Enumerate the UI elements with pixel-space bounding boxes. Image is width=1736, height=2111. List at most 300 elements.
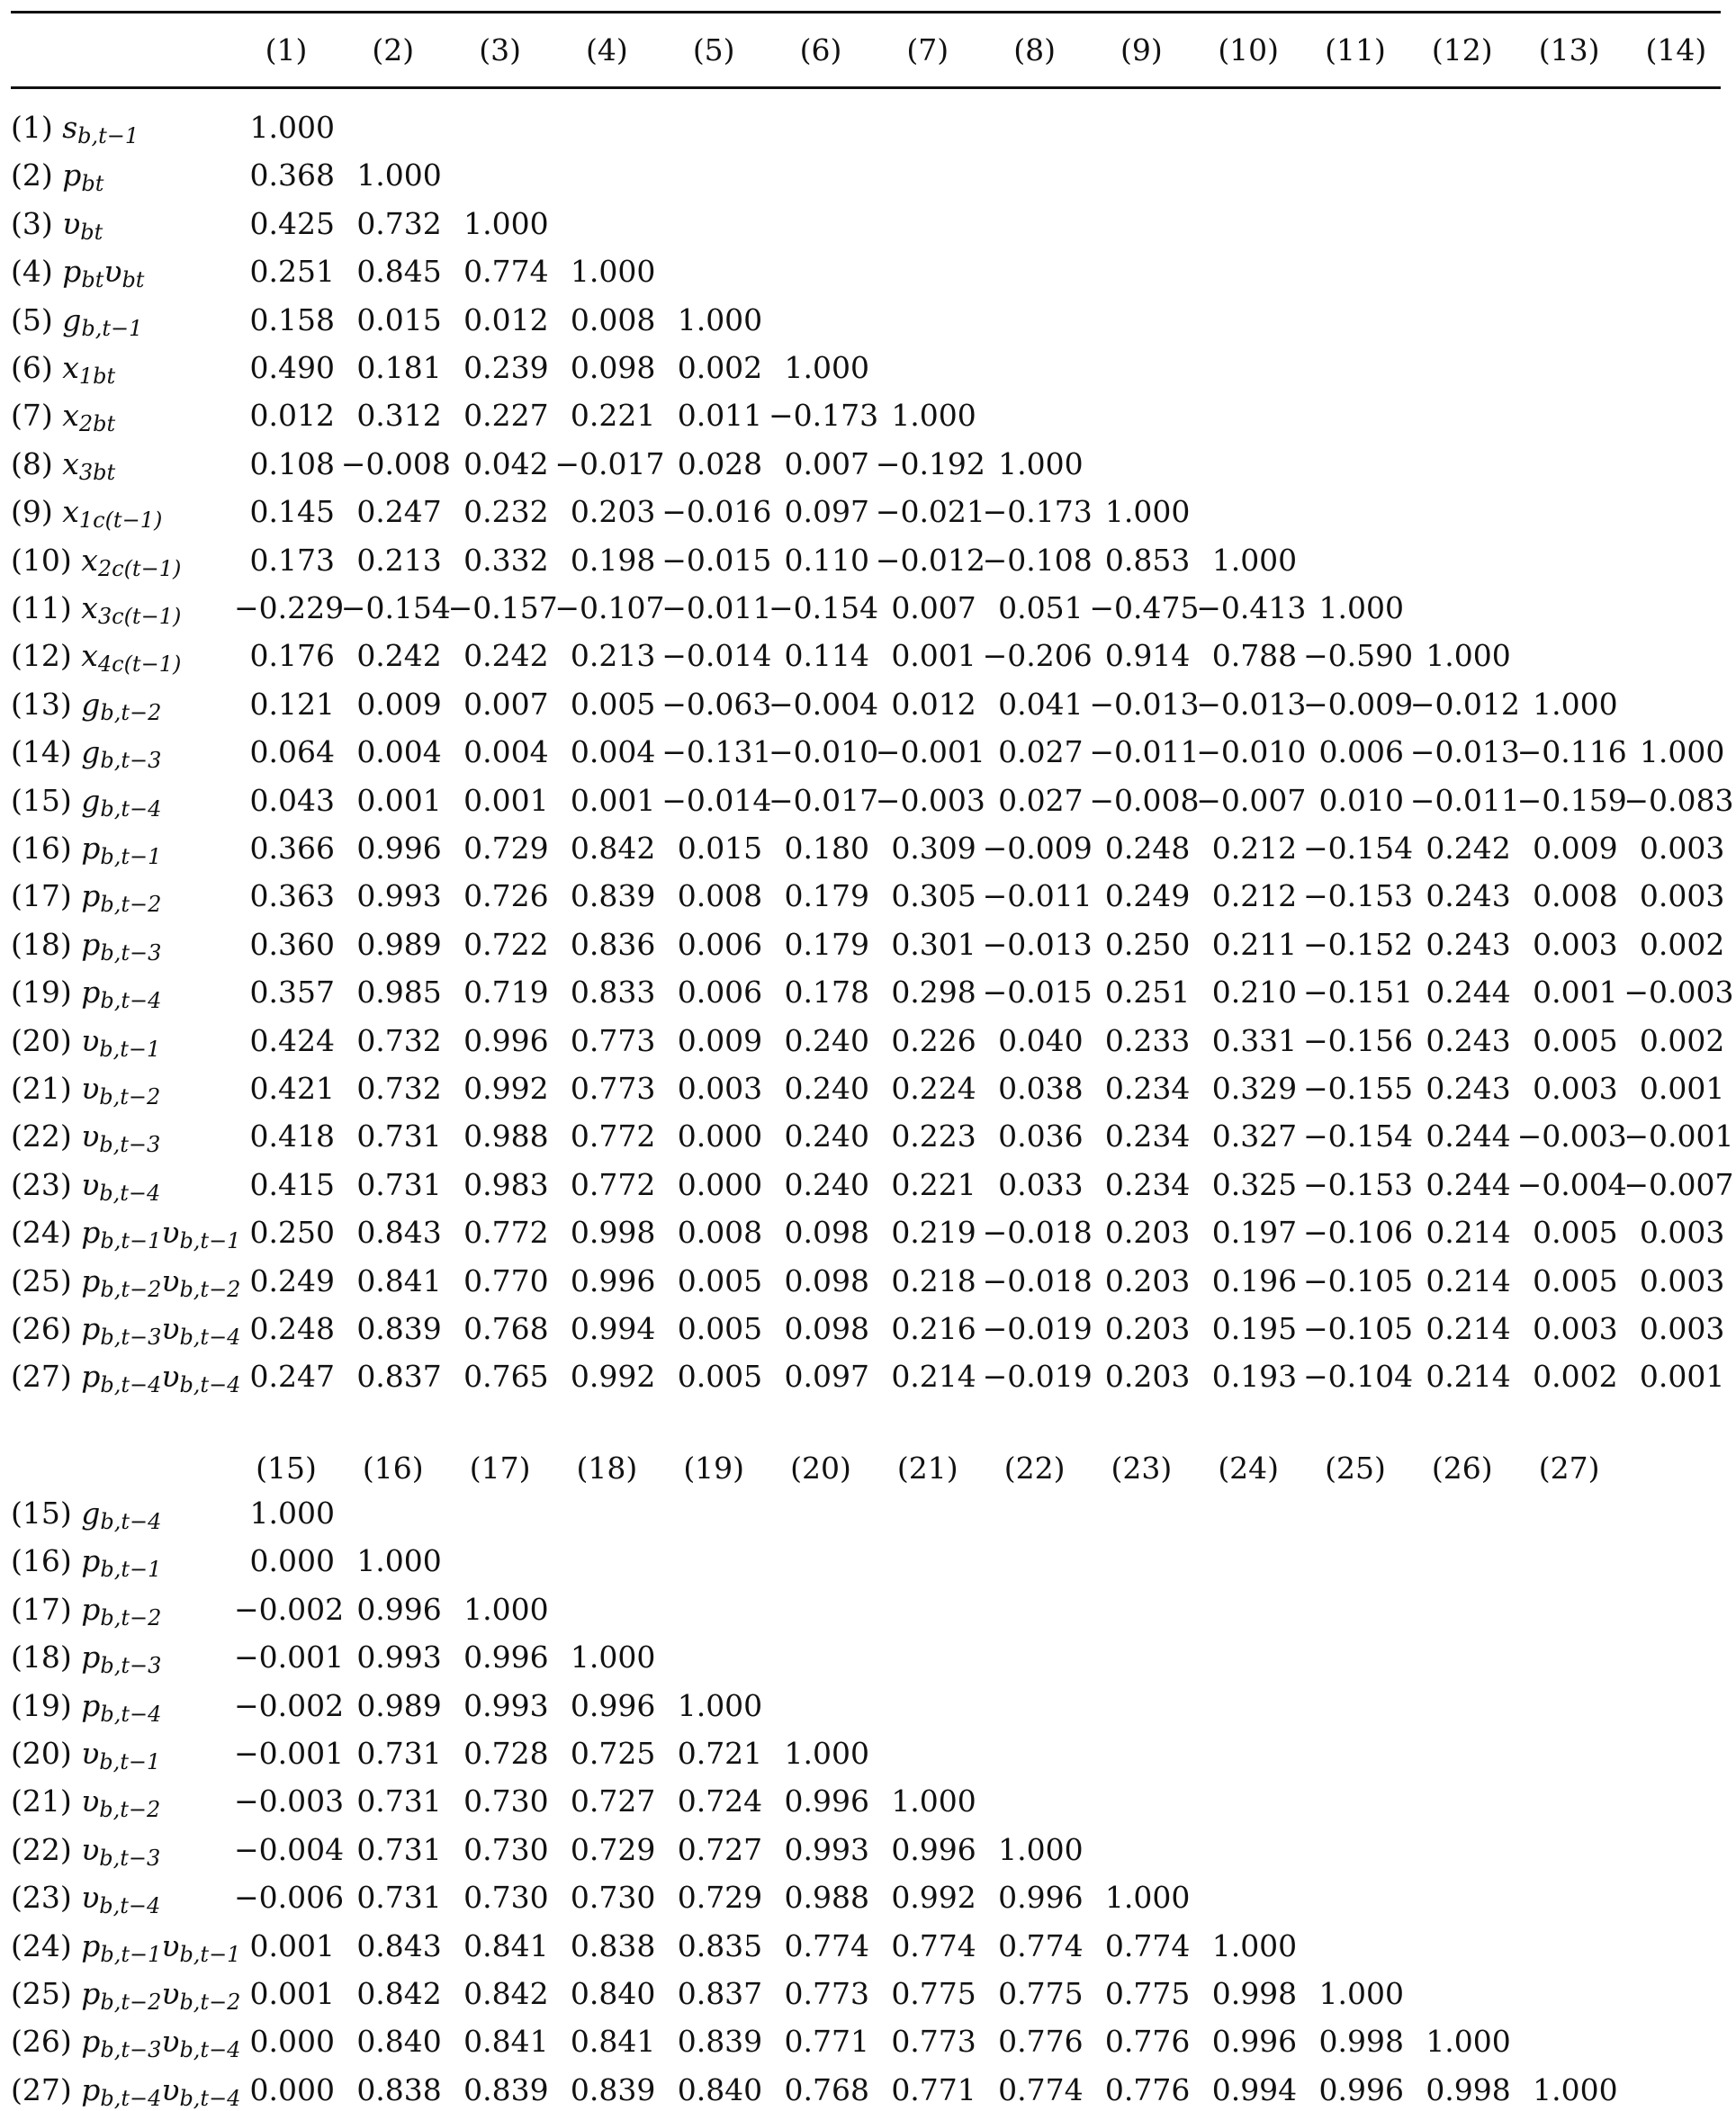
table1-cell: 0.993 — [356, 878, 442, 914]
table1-cell: −0.104 — [1303, 1359, 1414, 1395]
table1-cell: 0.719 — [463, 975, 549, 1011]
table2-cell: 0.773 — [784, 1976, 869, 2011]
table1-cell: 0.011 — [677, 398, 763, 434]
table1-cell: 0.008 — [1533, 878, 1618, 914]
table1-cell: 0.765 — [463, 1359, 549, 1395]
table1-cell: −0.154 — [340, 590, 451, 625]
table1-row-label: (15) $g_{b,t-4}$ — [11, 782, 162, 822]
table1-cell: 0.243 — [1426, 1071, 1511, 1106]
table1-row-label: (7) $x_{2bt}$ — [11, 398, 116, 437]
table1-col-header: (13) — [1538, 32, 1600, 67]
table1-cell: 0.240 — [784, 1022, 869, 1058]
table1-cell: 0.002 — [1533, 1359, 1618, 1395]
table1-cell: 0.098 — [784, 1262, 869, 1298]
table1-cell: −0.017 — [769, 782, 879, 818]
table1-cell: 0.015 — [356, 301, 442, 337]
table2-cell: 0.998 — [1318, 2024, 1404, 2060]
table1-row-label: (12) $x_{4c(t-1)}$ — [11, 638, 182, 678]
table1-cell: 0.003 — [1639, 1262, 1725, 1298]
table1-cell: 0.726 — [463, 878, 549, 914]
table2-row-label: (17) $p_{b,t-2}$ — [11, 1591, 162, 1630]
table1-cell: 0.193 — [1211, 1359, 1298, 1395]
table1-cell: 0.214 — [1426, 1311, 1511, 1346]
table1-cell: 0.015 — [677, 831, 763, 866]
table1-cell: 0.097 — [784, 494, 869, 530]
table1-cell: −0.004 — [1516, 1166, 1627, 1202]
table1-row-label: (1) $s_{b,t-1}$ — [11, 110, 139, 148]
table1-cell: 0.332 — [463, 542, 549, 578]
table2-cell: 0.774 — [784, 1927, 869, 1963]
table1-cell: 0.247 — [356, 494, 442, 530]
table2-cell: −0.006 — [234, 1880, 345, 1916]
table2-cell: 0.996 — [463, 1639, 549, 1675]
table1-cell: −0.007 — [1624, 1166, 1734, 1202]
table1-cell: 1.000 — [356, 157, 442, 193]
table1-cell: 0.196 — [1211, 1262, 1298, 1298]
table1-cell: 0.108 — [249, 445, 335, 481]
table1-cell: 0.181 — [356, 350, 442, 385]
table1-cell: 0.001 — [570, 782, 656, 818]
table2-cell: 0.731 — [356, 1831, 442, 1867]
table2-cell: 0.731 — [356, 1736, 442, 1771]
table2-col-header: (26) — [1431, 1451, 1493, 1486]
table2-cell: 0.776 — [1104, 2024, 1191, 2060]
table2-cell: 0.727 — [570, 1783, 656, 1819]
table1-cell: 0.001 — [463, 782, 549, 818]
table1-col-header: (2) — [372, 32, 415, 67]
table2-cell: 0.774 — [1104, 1927, 1191, 1963]
table1-cell: 0.243 — [1426, 878, 1511, 914]
table1-cell: −0.001 — [875, 734, 985, 770]
table2-col-header: (25) — [1325, 1451, 1386, 1486]
table1-cell: 0.005 — [677, 1311, 763, 1346]
table1-cell: 0.006 — [677, 975, 763, 1011]
table1-cell: 0.839 — [570, 878, 656, 914]
table1-row-label: (11) $x_{3c(t-1)}$ — [11, 590, 182, 629]
table2-cell: 0.001 — [249, 1976, 335, 2011]
table1-cell: 0.839 — [356, 1311, 442, 1346]
table1-cell: −0.083 — [1624, 782, 1734, 818]
table2-cell: 0.842 — [463, 1976, 549, 2011]
table1-row-label: (2) $p_{bt}$ — [11, 157, 104, 197]
table1-cell: 0.114 — [784, 638, 869, 674]
table2-cell: 0.725 — [570, 1736, 656, 1771]
table2-cell: 0.993 — [463, 1687, 549, 1723]
table1-col-header: (1) — [265, 32, 308, 67]
table2-cell: 1.000 — [1318, 1976, 1404, 2011]
table1-cell: 0.490 — [249, 350, 335, 385]
table2-cell: 0.996 — [570, 1687, 656, 1723]
table1-cell: 0.773 — [570, 1022, 656, 1058]
table1-cell: −0.019 — [982, 1311, 1093, 1346]
table1-cell: 0.418 — [249, 1118, 335, 1154]
table1-cell: −0.475 — [1089, 590, 1200, 625]
table1-cell: 1.000 — [1426, 638, 1511, 674]
table1-cell: 0.249 — [1104, 878, 1191, 914]
table1-cell: 0.983 — [463, 1166, 549, 1202]
table2-col-header: (27) — [1538, 1451, 1600, 1486]
table1-cell: −0.017 — [554, 445, 665, 481]
table2-cell: 0.835 — [677, 1927, 763, 1963]
table1-col-header: (14) — [1645, 32, 1707, 67]
table1-cell: 0.203 — [1104, 1359, 1191, 1395]
table2-cell: 1.000 — [249, 1496, 335, 1531]
table1-cell: 0.996 — [463, 1022, 549, 1058]
table1-cell: 0.360 — [249, 926, 335, 962]
table1-cell: 0.243 — [1426, 926, 1511, 962]
table2-cell: 0.840 — [677, 2071, 763, 2107]
table2-cell: 0.730 — [463, 1831, 549, 1867]
table1-cell: 0.003 — [677, 1071, 763, 1106]
table1-cell: 0.000 — [677, 1118, 763, 1154]
table2-col-header: (15) — [256, 1451, 317, 1486]
table2-cell: 1.000 — [784, 1736, 869, 1771]
table1-cell: −0.013 — [1089, 686, 1200, 722]
table2-cell: 1.000 — [1104, 1880, 1191, 1916]
table2-cell: 0.839 — [677, 2024, 763, 2060]
table1-cell: 0.000 — [677, 1166, 763, 1202]
table1-cell: 0.098 — [784, 1311, 869, 1346]
table2-cell: 0.843 — [356, 1927, 442, 1963]
table2-cell: 0.996 — [356, 1591, 442, 1627]
table2-cell: 0.996 — [891, 1831, 976, 1867]
table1-cell: −0.011 — [1089, 734, 1200, 770]
table1-cell: −0.105 — [1303, 1262, 1414, 1298]
table1-cell: 0.242 — [356, 638, 442, 674]
table2-cell: 0.000 — [249, 1543, 335, 1579]
table1-cell: 0.325 — [1211, 1166, 1298, 1202]
table1-col-header: (6) — [799, 32, 842, 67]
table1-cell: −0.003 — [1516, 1118, 1627, 1154]
table1-cell: 0.853 — [1104, 542, 1191, 578]
table2-cell: 0.841 — [463, 2024, 549, 2060]
table1-cell: −0.154 — [1303, 831, 1414, 866]
table1-cell: 0.005 — [677, 1359, 763, 1395]
table1-cell: 1.000 — [570, 254, 656, 290]
table1-cell: 0.240 — [784, 1071, 869, 1106]
table2-cell: 1.000 — [1533, 2071, 1618, 2107]
table1-cell: 0.988 — [463, 1118, 549, 1154]
table1-cell: 0.214 — [1426, 1262, 1511, 1298]
table1-cell: −0.131 — [661, 734, 772, 770]
table1-cell: 0.203 — [1104, 1262, 1191, 1298]
table1-cell: −0.021 — [875, 494, 985, 530]
table1-cell: −0.013 — [1196, 686, 1307, 722]
table1-cell: 0.007 — [463, 686, 549, 722]
table1-cell: 0.038 — [998, 1071, 1084, 1106]
table1-cell: 0.001 — [1639, 1359, 1725, 1395]
table2-cell: 0.838 — [356, 2071, 442, 2107]
table2-cell: 0.001 — [249, 1927, 335, 1963]
table2-cell: 0.996 — [1318, 2071, 1404, 2107]
table1-cell: 0.218 — [891, 1262, 976, 1298]
table1-cell: 0.203 — [1104, 1311, 1191, 1346]
table2-cell: 0.728 — [463, 1736, 549, 1771]
table2-cell: 0.996 — [998, 1880, 1084, 1916]
table2-cell: 0.776 — [1104, 2071, 1191, 2107]
table1-cell: 0.842 — [570, 831, 656, 866]
table2-col-header: (21) — [896, 1451, 958, 1486]
table2-cell: 0.731 — [356, 1783, 442, 1819]
table1-row-label: (27) $p_{b,t-4}\upsilon_{b,t-4}$ — [11, 1359, 241, 1398]
table2-row-label: (25) $p_{b,t-2}\upsilon_{b,t-2}$ — [11, 1976, 241, 2015]
table2-cell: 0.993 — [356, 1639, 442, 1675]
table1-cell: 0.002 — [1639, 926, 1725, 962]
table1-cell: 0.008 — [677, 1215, 763, 1251]
table1-cell: 0.424 — [249, 1022, 335, 1058]
table1-cell: 0.179 — [784, 926, 869, 962]
table2-col-header: (19) — [683, 1451, 745, 1486]
table1-cell: −0.008 — [340, 445, 451, 481]
table1-cell: 0.301 — [891, 926, 976, 962]
table1-cell: −0.012 — [875, 542, 985, 578]
table1-cell: 0.005 — [1533, 1215, 1618, 1251]
table1-cell: 0.098 — [570, 350, 656, 385]
table1-cell: 0.001 — [891, 638, 976, 674]
table1-cell: 0.012 — [249, 398, 335, 434]
table2-cell: 0.998 — [1211, 1976, 1298, 2011]
table1-cell: 1.000 — [677, 301, 763, 337]
table2-cell: 0.730 — [463, 1880, 549, 1916]
table1-cell: 1.000 — [249, 110, 335, 145]
table2-cell: 0.989 — [356, 1687, 442, 1723]
table1-cell: 0.176 — [249, 638, 335, 674]
table2-col-header: (22) — [1003, 1451, 1066, 1486]
table1-cell: 0.329 — [1211, 1071, 1298, 1106]
table1-cell: −0.003 — [875, 782, 985, 818]
table1-col-header: (4) — [586, 32, 628, 67]
table1-cell: −0.107 — [554, 590, 665, 625]
table1-cell: −0.152 — [1303, 926, 1414, 962]
table1-cell: 0.425 — [249, 205, 335, 241]
table1-cell: 0.213 — [356, 542, 442, 578]
table1-col-header: (12) — [1431, 32, 1493, 67]
table1-cell: 0.009 — [1533, 831, 1618, 866]
table2-cell: 0.724 — [677, 1783, 763, 1819]
table1-cell: 0.309 — [891, 831, 976, 866]
table2-cell: 0.771 — [891, 2071, 976, 2107]
table1-cell: 0.233 — [1104, 1022, 1191, 1058]
table2-col-header: (18) — [576, 1451, 638, 1486]
table1-col-header: (10) — [1218, 32, 1280, 67]
table1-row-label: (18) $p_{b,t-3}$ — [11, 926, 162, 966]
table1-cell: 0.001 — [1639, 1071, 1725, 1106]
table1-row-label: (20) $\upsilon_{b,t-1}$ — [11, 1022, 161, 1062]
table1-row-label: (19) $p_{b,t-4}$ — [11, 975, 162, 1014]
table2-cell: −0.002 — [234, 1687, 345, 1723]
table2-cell: 0.000 — [249, 2024, 335, 2060]
table1-cell: 0.214 — [1426, 1215, 1511, 1251]
table1-cell: 0.366 — [249, 831, 335, 866]
table2-cell: −0.004 — [234, 1831, 345, 1867]
table1-col-header: (11) — [1325, 32, 1386, 67]
table1-cell: 0.145 — [249, 494, 335, 530]
table2-cell: 0.837 — [677, 1976, 763, 2011]
table1-cell: 0.041 — [998, 686, 1084, 722]
table2-cell: 1.000 — [998, 1831, 1084, 1867]
table2-cell: −0.002 — [234, 1591, 345, 1627]
table2-cell: 0.774 — [998, 1927, 1084, 1963]
table1-cell: 0.216 — [891, 1311, 976, 1346]
table2-col-header: (23) — [1111, 1451, 1173, 1486]
table1-cell: −0.173 — [769, 398, 879, 434]
table1-cell: 0.179 — [784, 878, 869, 914]
table1-cell: 0.004 — [356, 734, 442, 770]
table2-row-label: (23) $\upsilon_{b,t-4}$ — [11, 1880, 161, 1919]
table2-cell: 0.776 — [998, 2024, 1084, 2060]
table1-cell: −0.018 — [982, 1262, 1093, 1298]
table1-cell: 1.000 — [998, 445, 1084, 481]
table2-cell: 1.000 — [1426, 2024, 1511, 2060]
table1-row-label: (10) $x_{2c(t-1)}$ — [11, 542, 182, 581]
table1-cell: 0.833 — [570, 975, 656, 1011]
table2-cell: 0.840 — [356, 2024, 442, 2060]
table1-cell: 0.007 — [891, 590, 976, 625]
table1-cell: 0.028 — [677, 445, 763, 481]
table1-cell: 0.248 — [1104, 831, 1191, 866]
table2-cell: 1.000 — [1211, 1927, 1298, 1963]
table2-cell: 0.988 — [784, 1880, 869, 1916]
table2-cell: −0.001 — [234, 1736, 345, 1771]
table1-cell: 1.000 — [1211, 542, 1298, 578]
table1-cell: −0.153 — [1303, 1166, 1414, 1202]
table1-cell: −0.013 — [1409, 734, 1520, 770]
table2-cell: 0.729 — [570, 1831, 656, 1867]
table1-cell: 0.008 — [677, 878, 763, 914]
table1-cell: 0.251 — [1104, 975, 1191, 1011]
table2-row-label: (24) $p_{b,t-1}\upsilon_{b,t-1}$ — [11, 1927, 241, 1967]
table1-cell: 0.772 — [570, 1166, 656, 1202]
table1-cell: −0.413 — [1196, 590, 1307, 625]
table2-cell: 0.771 — [784, 2024, 869, 2060]
table1-cell: 0.331 — [1211, 1022, 1298, 1058]
table1-cell: 0.774 — [463, 254, 549, 290]
header-rule — [11, 86, 1721, 89]
table1-cell: 0.770 — [463, 1262, 549, 1298]
table2-cell: −0.001 — [234, 1639, 345, 1675]
table1-cell: −0.108 — [982, 542, 1093, 578]
table1-cell: 0.005 — [677, 1262, 763, 1298]
table1-cell: 0.841 — [356, 1262, 442, 1298]
table1-cell: −0.063 — [661, 686, 772, 722]
table1-cell: 0.003 — [1639, 878, 1725, 914]
table1-row-label: (14) $g_{b,t-3}$ — [11, 734, 162, 774]
table1-cell: 0.244 — [1426, 1166, 1511, 1202]
table1-row-label: (26) $p_{b,t-3}\upsilon_{b,t-4}$ — [11, 1311, 241, 1350]
table1-cell: 0.239 — [463, 350, 549, 385]
table1-cell: 0.051 — [998, 590, 1084, 625]
table1-cell: 0.173 — [249, 542, 335, 578]
table1-cell: 0.421 — [249, 1071, 335, 1106]
table1-cell: −0.229 — [234, 590, 345, 625]
table2-row-label: (20) $\upsilon_{b,t-1}$ — [11, 1736, 161, 1774]
table1-cell: 0.240 — [784, 1118, 869, 1154]
table1-row-label: (17) $p_{b,t-2}$ — [11, 878, 162, 918]
table1-cell: 0.415 — [249, 1166, 335, 1202]
table1-cell: 1.000 — [1318, 590, 1404, 625]
table1-row-label: (16) $p_{b,t-1}$ — [11, 831, 162, 869]
table1-row-label: (9) $x_{1c(t-1)}$ — [11, 494, 163, 534]
table2-cell: 0.774 — [998, 2071, 1084, 2107]
table2-cell: 1.000 — [677, 1687, 763, 1723]
table1-cell: 0.009 — [356, 686, 442, 722]
table1-cell: 0.198 — [570, 542, 656, 578]
table1-cell: 0.121 — [249, 686, 335, 722]
table1-cell: 1.000 — [463, 205, 549, 241]
table2-row-label: (26) $p_{b,t-3}\upsilon_{b,t-4}$ — [11, 2024, 241, 2063]
table2-cell: 0.731 — [356, 1880, 442, 1916]
table1-cell: 0.036 — [998, 1118, 1084, 1154]
table1-cell: 0.178 — [784, 975, 869, 1011]
table2-col-header: (20) — [790, 1451, 851, 1486]
table1-cell: −0.116 — [1516, 734, 1627, 770]
table2-cell: 1.000 — [356, 1543, 442, 1579]
table1-row-label: (24) $p_{b,t-1}\upsilon_{b,t-1}$ — [11, 1215, 241, 1254]
table1-cell: −0.173 — [982, 494, 1093, 530]
table1-cell: −0.154 — [769, 590, 879, 625]
table1-cell: 0.240 — [784, 1166, 869, 1202]
table1-cell: 0.731 — [356, 1118, 442, 1154]
table2-cell: 0.842 — [356, 1976, 442, 2011]
table1-row-label: (25) $p_{b,t-2}\upsilon_{b,t-2}$ — [11, 1262, 241, 1302]
table1-row-label: (6) $x_{1bt}$ — [11, 350, 116, 389]
table2-col-header: (16) — [362, 1451, 424, 1486]
table1-cell: 0.007 — [784, 445, 869, 481]
table1-row-label: (23) $\upsilon_{b,t-4}$ — [11, 1166, 161, 1206]
table1-cell: 0.221 — [891, 1166, 976, 1202]
table1-cell: 0.227 — [463, 398, 549, 434]
table1-cell: 0.242 — [1426, 831, 1511, 866]
table2-row-label: (21) $\upsilon_{b,t-2}$ — [11, 1783, 161, 1823]
table1-cell: 0.845 — [356, 254, 442, 290]
table1-cell: 0.998 — [570, 1215, 656, 1251]
table1-cell: 0.305 — [891, 878, 976, 914]
table1-cell: 0.223 — [891, 1118, 976, 1154]
table1-row-label: (22) $\upsilon_{b,t-3}$ — [11, 1118, 161, 1158]
table1-cell: 0.221 — [570, 398, 656, 434]
table2-cell: 0.841 — [570, 2024, 656, 2060]
table1-cell: −0.014 — [661, 638, 772, 674]
table1-cell: 0.996 — [356, 831, 442, 866]
table2-cell: 0.000 — [249, 2071, 335, 2107]
table1-cell: 0.005 — [1533, 1022, 1618, 1058]
table1-cell: 0.203 — [570, 494, 656, 530]
table2-cell: 0.840 — [570, 1976, 656, 2011]
table1-cell: 0.836 — [570, 926, 656, 962]
table1-cell: 0.010 — [1318, 782, 1404, 818]
table1-cell: 0.731 — [356, 1166, 442, 1202]
table2-col-header: (24) — [1218, 1451, 1280, 1486]
table1-cell: 0.003 — [1639, 1311, 1725, 1346]
table1-cell: 0.004 — [463, 734, 549, 770]
top-rule — [11, 11, 1721, 13]
table2-col-header: (17) — [469, 1451, 531, 1486]
table2-row-label: (18) $p_{b,t-3}$ — [11, 1639, 162, 1679]
table1-cell: −0.155 — [1303, 1071, 1414, 1106]
table1-cell: −0.015 — [982, 975, 1093, 1011]
table2-cell: 0.996 — [784, 1783, 869, 1819]
table1-cell: 0.040 — [998, 1022, 1084, 1058]
table1-cell: 0.768 — [463, 1311, 549, 1346]
table1-cell: 0.843 — [356, 1215, 442, 1251]
table1-cell: 0.212 — [1211, 878, 1298, 914]
table1-cell: −0.011 — [661, 590, 772, 625]
table1-cell: 0.213 — [570, 638, 656, 674]
table1-cell: 0.989 — [356, 926, 442, 962]
table1-cell: 0.357 — [249, 975, 335, 1011]
table1-cell: 0.985 — [356, 975, 442, 1011]
table1-cell: −0.013 — [982, 926, 1093, 962]
